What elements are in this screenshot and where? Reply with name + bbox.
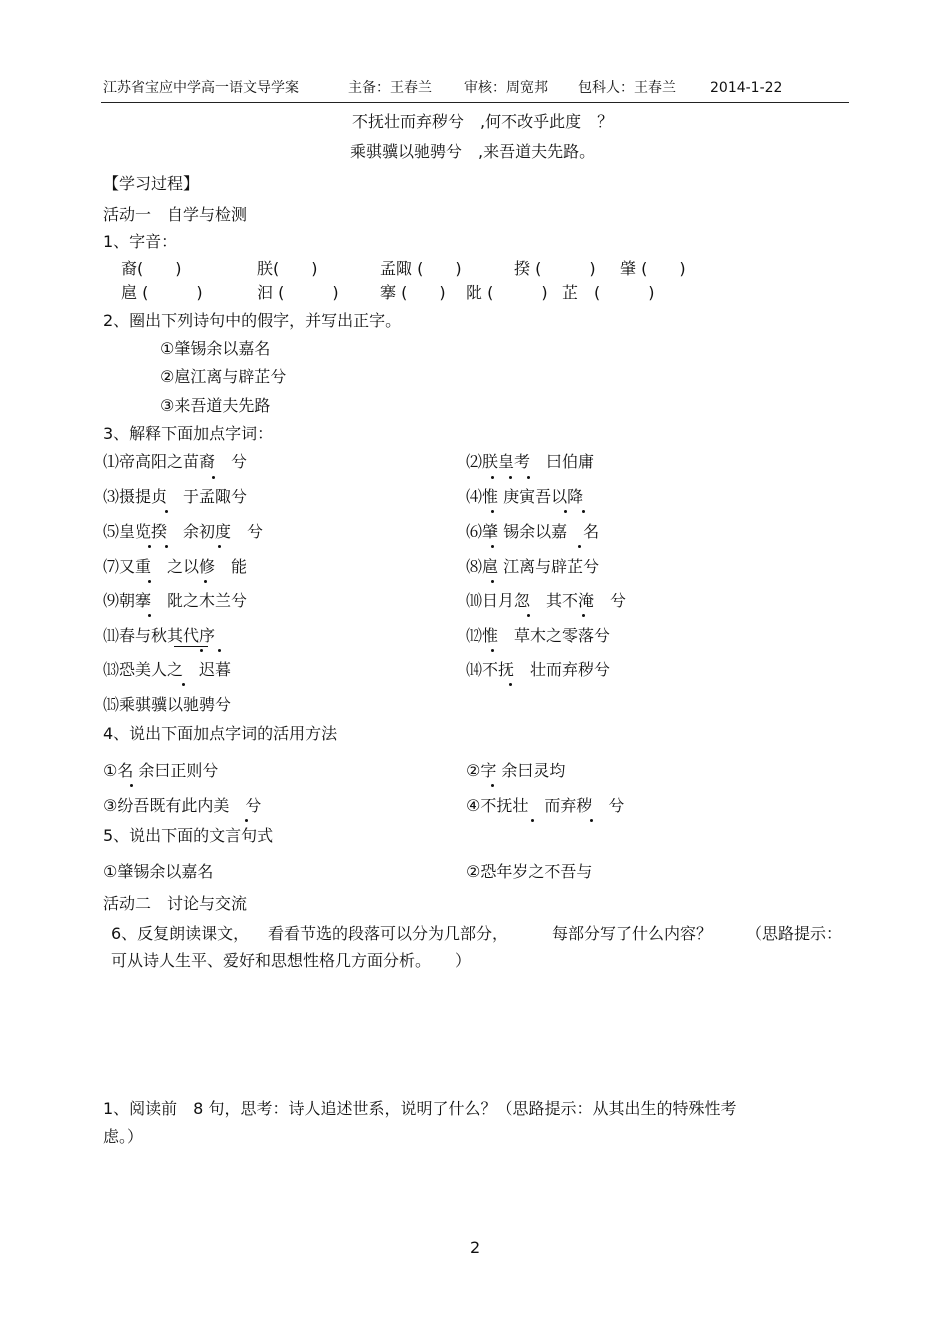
q2-item: ①肇锡余以嘉名 [160, 339, 271, 358]
pinyin-item: 肇 ( ) [620, 259, 686, 278]
section-title: 【学习过程】 [103, 174, 200, 193]
header-school: 江苏省宝应中学高一语文导学案 [103, 80, 299, 96]
q3-title: 3、解释下面加点字词： [103, 424, 274, 443]
emphasis-underline [174, 646, 208, 647]
q6-text-part1: 6、反复朗读课文， [111, 924, 250, 943]
header-date: 2014-1-22 [710, 80, 783, 96]
emphasis-dot [165, 510, 168, 513]
emphasis-dot [527, 614, 530, 617]
emphasis-dot [582, 614, 585, 617]
q3-item: ⑹肇 锡余以嘉 名 [466, 522, 600, 541]
pinyin-item: 孟陬 ( ) [380, 259, 462, 278]
emphasis-dot [491, 580, 494, 583]
q5-title: 5、说出下面的文言句式 [103, 826, 274, 845]
emphasis-dot [218, 649, 221, 652]
emphasis-dot [148, 614, 151, 617]
q3-item: ⒀恐美人之 迟暮 [103, 660, 232, 679]
q2-title: 2、圈出下列诗句中的假字，并写出正字。 [103, 311, 402, 330]
q6-text-part2: 看看节选的段落可以分为几部分， [268, 924, 509, 943]
emphasis-dot [582, 510, 585, 513]
emphasis-dot [578, 545, 581, 548]
q6-text-part3: 每部分写了什么内容？ [552, 924, 713, 943]
q4-item: ①名 余曰正则兮 [103, 761, 219, 780]
quote-line-2: 乘骐骥以驰骋兮 ,来吾道夫先路。 [350, 142, 596, 161]
activity1-title: 活动一 自学与检测 [103, 205, 248, 224]
q3-item: ⑵朕皇考 曰伯庸 [466, 452, 595, 471]
q6-text-part4: （思路提示： [746, 924, 843, 943]
header-reviewer: 审核：周宽邦 [464, 80, 548, 96]
q3-item: ⑺又重 之以修 能 [103, 557, 248, 576]
emphasis-dot [148, 580, 151, 583]
reading-question-line2: 虑。） [103, 1127, 144, 1146]
q3-item: ⒁不抚 壮而弃秽兮 [466, 660, 611, 679]
emphasis-dot [509, 683, 512, 686]
emphasis-dot [509, 476, 512, 479]
emphasis-dot [182, 683, 185, 686]
emphasis-dot [130, 784, 133, 787]
pinyin-item: 芷 ( ) [562, 283, 655, 302]
emphasis-dot [200, 649, 203, 652]
emphasis-dot [491, 510, 494, 513]
pinyin-item: 裔( ) [121, 259, 182, 278]
q4-item: ③纷吾既有此内美 兮 [103, 796, 262, 815]
q3-item: ⒂乘骐骥以驰骋兮 [103, 695, 232, 714]
emphasis-dot [165, 545, 168, 548]
quote-line-1: 不抚壮而弃秽兮 ,何不改乎此度 ？ [352, 112, 614, 131]
q3-item: ⑼朝搴 阰之木兰兮 [103, 591, 248, 610]
emphasis-dot [491, 476, 494, 479]
q3-item: ⑻扈 江离与辟芷兮 [466, 557, 600, 576]
q3-item: ⑷惟 庚寅吾以降 [466, 487, 584, 506]
q3-item: ⑶摄提贞 于孟陬兮 [103, 487, 248, 506]
q4-item: ②字 余曰灵均 [466, 761, 566, 780]
page-number: 2 [470, 1238, 481, 1257]
pinyin-item: 朕( ) [257, 259, 318, 278]
pinyin-item: 搴 ( ) [380, 283, 446, 302]
emphasis-dot [491, 784, 494, 787]
emphasis-dot [531, 819, 534, 822]
q5-item: ①肇锡余以嘉名 [103, 862, 214, 881]
emphasis-dot [527, 476, 530, 479]
q3-item: ⑽日月忽 其不淹 兮 [466, 591, 627, 610]
q3-item: ⑾春与秋其代序 [103, 626, 216, 645]
header-section-lead: 包科人：王春兰 [578, 80, 676, 96]
emphasis-dot [245, 819, 248, 822]
pinyin-item: 阰 ( ) [466, 283, 548, 302]
header-rule [101, 102, 849, 103]
emphasis-dot [212, 476, 215, 479]
emphasis-dot [204, 580, 207, 583]
q4-title: 4、说出下面加点字词的活用方法 [103, 724, 338, 743]
pinyin-item: 扈 ( ) [121, 283, 203, 302]
header-author: 主备：王春兰 [348, 80, 432, 96]
pinyin-item: 揆 ( ) [514, 259, 596, 278]
q4-item: ④不抚壮 而弃秽 兮 [466, 796, 625, 815]
activity2-title: 活动二 讨论与交流 [103, 894, 248, 913]
emphasis-dot [590, 819, 593, 822]
q3-item: ⑴帝高阳之苗裔 兮 [103, 452, 248, 471]
emphasis-dot [218, 545, 221, 548]
q5-item: ②恐年岁之不吾与 [466, 862, 593, 881]
q3-item: ⑸皇览揆 余初度 兮 [103, 522, 264, 541]
emphasis-dot [564, 510, 567, 513]
emphasis-dot [491, 545, 494, 548]
q6-text-line2: 可从诗人生平、爱好和思想性格几方面分析。 ） [111, 951, 472, 970]
q3-item: ⑿惟 草木之零落兮 [466, 626, 611, 645]
emphasis-dot [148, 545, 151, 548]
reading-question-line1: 1、阅读前 8 句，思考：诗人追述世系，说明了什么？（思路提示：从其出生的特殊性考 [103, 1099, 737, 1118]
q1-title: 1、字音： [103, 232, 178, 251]
q2-item: ③来吾道夫先路 [160, 396, 271, 415]
emphasis-dot [491, 649, 494, 652]
q2-item: ②扈江离与辟芷兮 [160, 367, 287, 386]
pinyin-item: 汩 ( ) [257, 283, 339, 302]
